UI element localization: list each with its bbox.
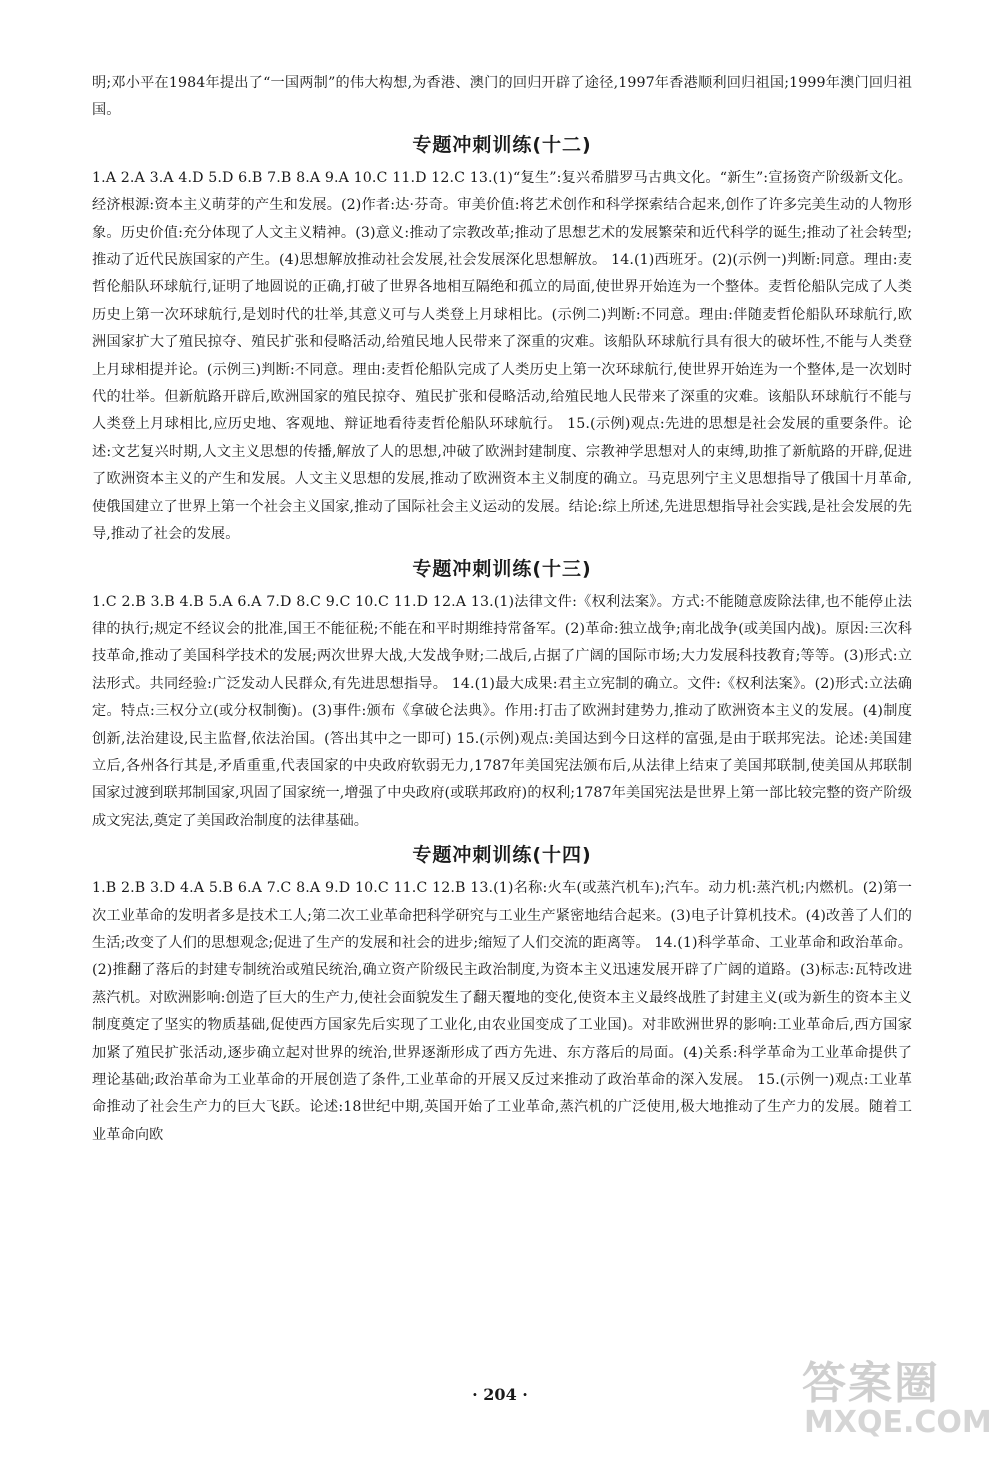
section-body-12: 1.A 2.A 3.A 4.D 5.D 6.B 7.B 8.A 9.A 10.C 11.D 12.C 13.(1)“复生”:复兴希腊罗马古典文化。“新生”:宣扬资产阶级新文化。经济根源:资本主义萌芽的产生和发展。(2)作者:达·芬奇。审美价值:将艺术创作和科学探索结合起来,创作了许多完美生动的人物形象。历史价值:充分体现了人文主义精神。(3)意义:推动了宗教改革;推动了思想艺术的发展繁荣和近代科学的诞生;推动了社会转型;推动了近代民族国家的产生。(4)思想解放推动社会发展,社会发展深化思想解放。 14.(1)西班牙。(2)(示例一)判断:同意。理由:麦哲伦船队环球航行,证明了地圆说的正确,打破了世界各地相互隔绝和孤立的局面,使世界开始连为一个整体。麦哲伦船队完成了人类历史上第一次环球航行,是划时代的壮举,其意义可与人类登上月球相比。(示例二)判断:不同意。理由:伴随麦哲伦船队环球航行,欧洲国家扩大了殖民掠夺、殖民扩张和侵略活动,给殖民地人民带来了深重的灾难。该船队环球航行具有很大的破坏性,不能与人类登上月球相提并论。(示例三)判断:不同意。理由:麦哲伦船队完成了人类历史上第一次环球航行,使世界开始连为一个整体,是一次划时代的壮举。但新航路开辟后,欧洲国家的殖民掠夺、殖民扩张和侵略活动,给殖民地人民带来了深重的灾难。该船队环球航行不能与人类登上月球相比,应历史地、客观地、辩证地看待麦哲伦船队环球航行。 15.(示例)观点:先进的思想是社会发展的重要条件。论述:文艺复兴时期,人文主义思想的传播,解放了人的思想,冲破了欧洲封建制度、宗教神学思想对人的束缚,助推了新航路的开辟,促进了欧洲资本主义的产生和发展。人文主义思想的发展,推动了欧洲资本主义制度的确立。马克思列宁主义思想指导了俄国十月革命,使俄国建立了世界上第一个社会主义国家,推动了国际社会主义运动的发展。结论:综上所述,先进思想指导社会实践,是社会发展的先导,推动了社会的发展。 <box>92 169 912 543</box>
section-heading-12: 专题冲刺训练(十二) <box>412 133 592 156</box>
document-page <box>92 70 912 1149</box>
watermark <box>792 1343 992 1453</box>
section-heading-14: 专题冲刺训练(十四) <box>412 844 592 867</box>
section-body-14: 1.B 2.B 3.D 4.A 5.B 6.A 7.C 8.A 9.D 10.C 11.C 12.B 13.(1)名称:火车(或蒸汽机车);汽车。动力机:蒸汽机;内燃机。(2)第一次工业革命的发明者多是技术工人;第二次工业革命把科学研究与工业生产紧密地结合起来。(3)电子计算机技术。(4)改善了人们的生活;改变了人们的思想观念;促进了生产的发展和社会的进步;缩短了人们交流的距离等。 14.(1)科学革命、工业革命和政治革命。(2)推翻了落后的封建专制统治或殖民统治,确立资产阶级民主政治制度,为资本主义迅速发展开辟了广阔的道路。(3)标志:瓦特改进蒸汽机。对欧洲影响:创造了巨大的生产力,使社会面貌发生了翻天覆地的变化,使资本主义最终战胜了封建主义(或为新生的资本主义制度奠定了坚实的物质基础,促使西方国家先后实现了工业化,由农业国变成了工业国)。对非欧洲世界的影响:工业革命后,西方国家加紧了殖民扩张活动,逐步确立起对世界的统治,世界逐渐形成了西方先进、东方落后的局面。(4)关系:科学革命为工业革命提供了理论基础;政治革命为工业革命的开展创造了条件,工业革命的开展又反过来推动了政治革命的深入发展。 15.(示例一)观点:工业革命推动了社会生产力的巨大飞跃。论述:18世纪中期,英国开始了工业革命,蒸汽机的广泛使用,极大地推动了生产力的发展。随着工业革命向欧 <box>92 880 912 1143</box>
intro-paragraph: 明;邓小平在1984年提出了“一国两制”的伟大构想,为香港、澳门的回归开辟了途径,1997年香港顺利回归祖国;1999年澳门回归祖国。 <box>92 75 912 119</box>
watermark-logo: 答案圈 <box>802 1358 940 1409</box>
section-heading-13: 专题冲刺训练(十三) <box>412 557 592 580</box>
section-body-13: 1.C 2.B 3.B 4.B 5.A 6.A 7.D 8.C 9.C 10.C 11.D 12.A 13.(1)法律文件:《权利法案》。方式:不能随意废除法律,也不能停止法律的执行;规定不经议会的批准,国王不能征税;不能在和平时期维持常备军。(2)革命:独立战争;南北战争(或美国内战)。原因:三次科技革命,推动了美国科学技术的发展;两次世界大战,大发战争财;二战后,占据了广阔的国际市场;大力发展科技教育;等等。(3)形式:立法形式。共同经验:广泛发动人民群众,有先进思想指导。 14.(1)最大成果:君主立宪制的确立。文件:《权利法案》。(2)形式:立法确定。特点:三权分立(或分权制衡)。(3)事件:颁布《拿破仑法典》。作用:打击了欧洲封建势力,推动了欧洲资本主义的发展。(4)制度创新,法治建设,民主监督,依法治国。(答出其中之一即可) 15.(示例)观点:美国达到今日这样的富强,是由于联邦宪法。论述:美国建立后,各州各行其是,矛盾重重,代表国家的中央政府软弱无力,1787年美国宪法颁布后,从法律上结束了美国邦联制,使美国从邦联制国家过渡到联邦制国家,巩固了国家统一,增强了中央政府(或联邦政府)的权利;1787年美国宪法是世界上第一部比较完整的资产阶级成文宪法,奠定了美国政治制度的法律基础。 <box>92 593 912 829</box>
watermark-url: MXQE.COM <box>804 1405 992 1440</box>
page-number: · 204 · <box>472 1385 528 1404</box>
